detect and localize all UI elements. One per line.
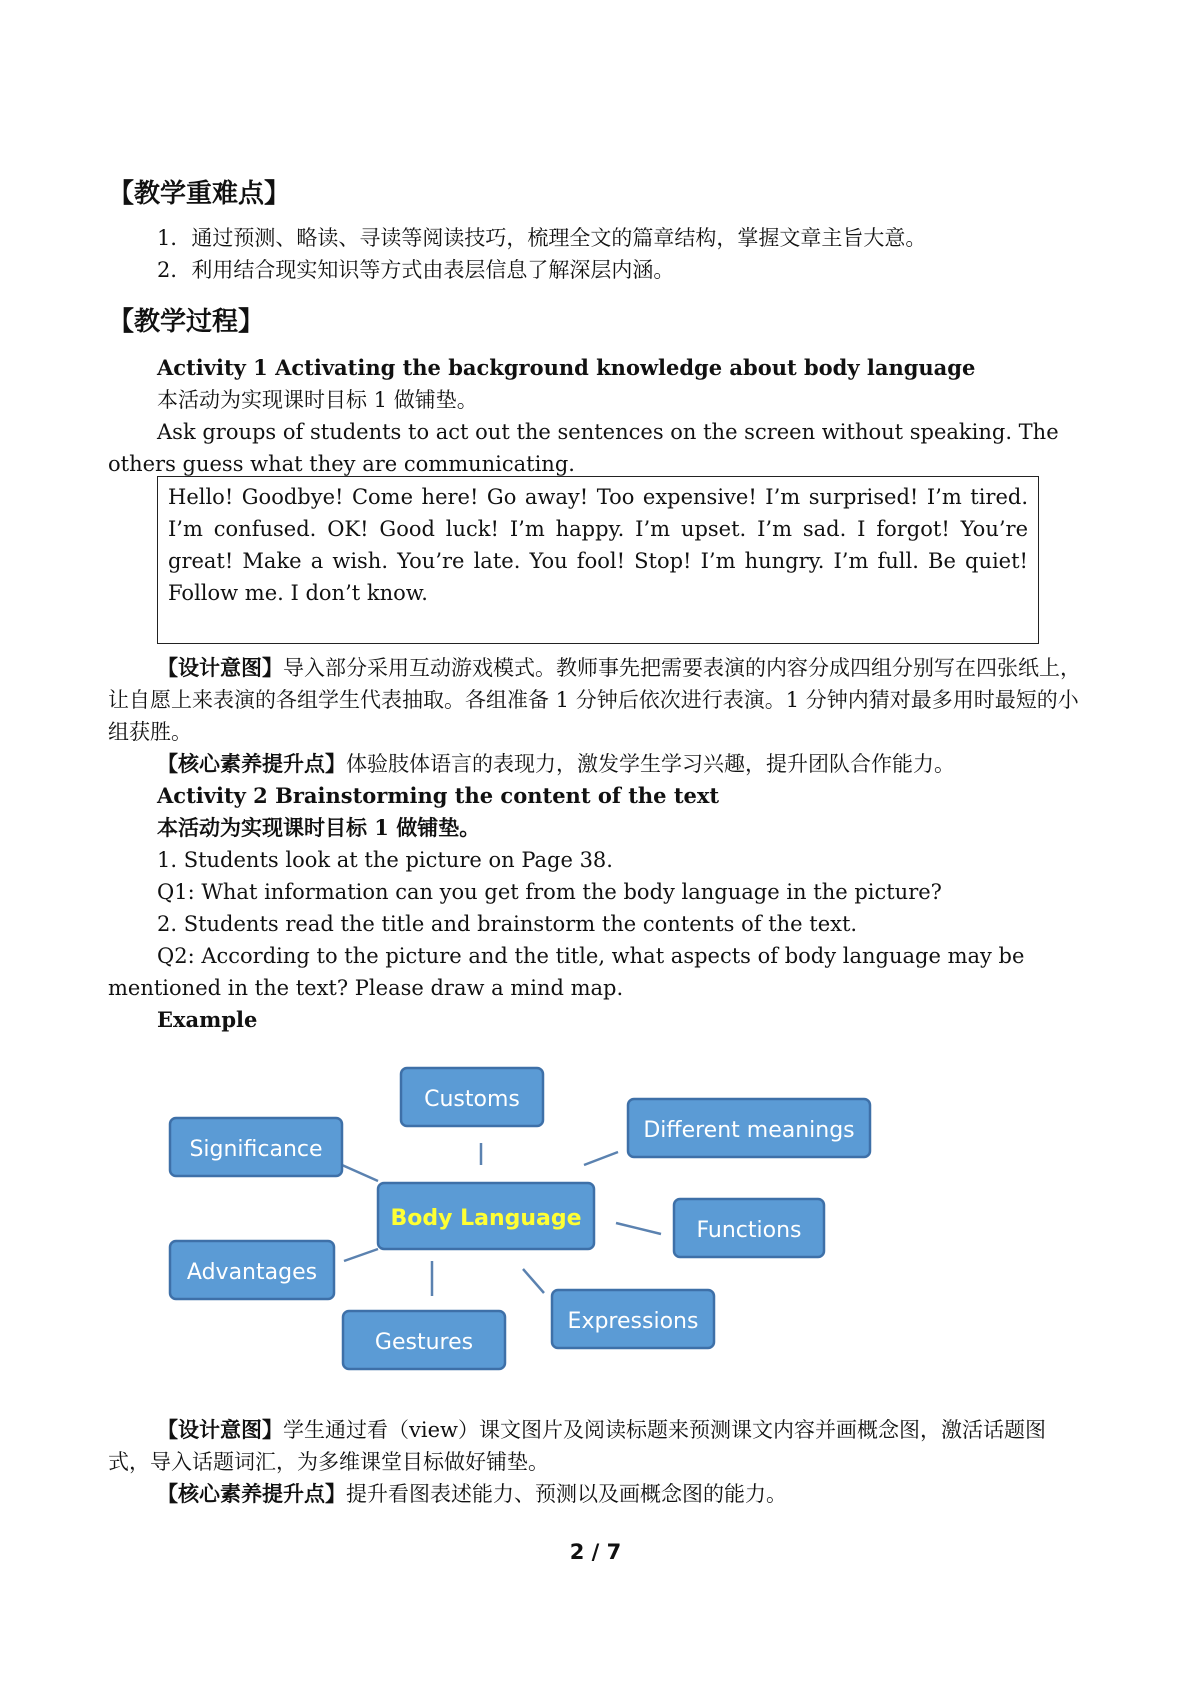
heading-key-points: 【教学重难点】 (108, 179, 291, 209)
activity2-goal: 本活动为实现课时目标 1 做铺垫。 (157, 815, 481, 840)
activity2-step1: 1. Students look at the picture on Page 38. (157, 848, 613, 872)
node-significance-label: Significance (189, 1137, 323, 1162)
design-label: 【设计意图】 (157, 655, 283, 680)
page-number: 2 / 7 (569, 1540, 622, 1564)
node-gestures-label: Gestures (374, 1330, 474, 1355)
node-body-language (378, 1183, 594, 1249)
key-point-2: 2．利用结合现实知识等方式由表层信息了解深层内涵。 (157, 258, 675, 282)
node-center-label: Body Language (390, 1206, 582, 1231)
design-text-2: 学生通过看（view）课文图片及阅读标题来预测课文内容并画概念图，激活话题图式，导入话题词汇，为多维课堂目标做好铺垫。 (108, 1418, 1046, 1474)
node-customs (401, 1068, 543, 1126)
activity2-core (157, 1478, 1086, 1510)
node-advantages-label: Advantages (186, 1260, 318, 1285)
sentence-box-text: Hello! Goodbye! Come here! Go away! Too expensive! I’m surprised! I’m tired. I’m confused. OK! Good luck! I’m happy. I’m upset. I’m sad. I forgot! You’re great! Make a wish. You’re late. You fool! Stop! I’m hungry. I’m full. Be quiet! Follow me. I don’t know. (168, 485, 1028, 605)
design-label-2: 【设计意图】 (157, 1417, 283, 1442)
edge-significance (342, 1165, 378, 1181)
core-text-2: 提升看图表述能力、预测以及画概念图的能力。 (346, 1482, 787, 1506)
activity1-instruction: Ask groups of students to act out the sentences on the screen without speaking. The others guess what they are communicating. (108, 420, 1059, 476)
activity2-design (108, 1414, 1086, 1478)
key-point-1: 1．通过预测、略读、寻读等阅读技巧，梳理全文的篇章结构，掌握文章主旨大意。 (157, 226, 927, 250)
node-functions (674, 1199, 824, 1257)
node-functions-label: Functions (696, 1218, 802, 1243)
activity2-q2: Q2: According to the picture and the title, what aspects of body language may be mentioned in the text? Please draw a mind map. (108, 944, 1025, 1000)
activity1-title: Activity 1 Activating the background knowledge about body language (157, 355, 976, 380)
example-label: Example (157, 1007, 258, 1032)
core-label: 【核心素养提升点】 (157, 751, 346, 776)
node-customs-label: Customs (424, 1087, 520, 1112)
edge-functions (616, 1223, 661, 1234)
node-advantages (170, 1241, 334, 1299)
activity2-q1: Q1: What information can you get from the body language in the picture? (157, 880, 942, 904)
node-meanings-label: Different meanings (643, 1118, 855, 1143)
edge-meanings (584, 1152, 618, 1165)
node-significance (170, 1118, 342, 1176)
node-different-meanings (628, 1099, 870, 1157)
node-expressions-label: Expressions (567, 1309, 699, 1334)
activity1-goal: 本活动为实现课时目标 1 做铺垫。 (157, 388, 478, 412)
edge-expressions (523, 1269, 544, 1293)
edge-advantages (344, 1249, 378, 1261)
design-text: 导入部分采用互动游戏模式。教师事先把需要表演的内容分成四组分别写在四张纸上，让自愿上来表演的各组学生代表抽取。各组准备 1 分钟后依次进行表演。1 分钟内猜对最多用时最短的小组获胜。 (108, 656, 1081, 744)
core-text: 体验肢体语言的表现力，激发学生学习兴趣，提升团队合作能力。 (346, 752, 955, 776)
core-label-2: 【核心素养提升点】 (157, 1481, 346, 1506)
activity2-title: Activity 2 Brainstorming the content of the text (157, 783, 720, 808)
activity2-step2: 2. Students read the title and brainstorm the contents of the text. (157, 912, 858, 936)
node-expressions (552, 1290, 714, 1348)
heading-process: 【教学过程】 (108, 307, 265, 337)
node-gestures (343, 1311, 505, 1369)
